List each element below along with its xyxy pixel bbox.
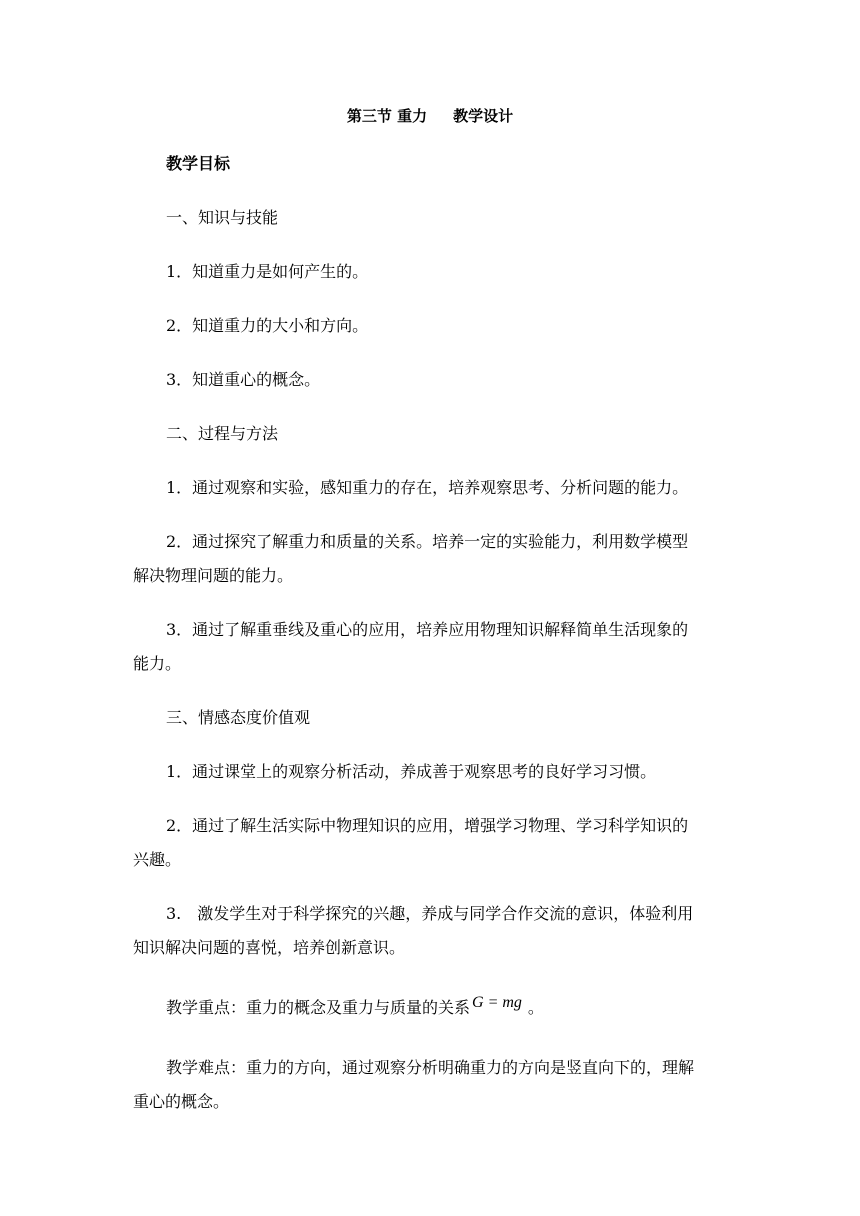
key-point	[166, 994, 544, 1019]
title-design-label: 教学设计	[453, 107, 514, 125]
title-section-name: 第三节 重力	[346, 107, 428, 125]
section3-item-3-line1: 3. 激发学生对于科学探究的兴趣，养成与同学合作交流的意识，体验利用	[166, 904, 694, 923]
section1-item-1: 1．知道重力是如何产生的。	[166, 262, 369, 281]
document-title	[0, 106, 860, 126]
section2-item-2-line2: 解决物理问题的能力。	[133, 566, 294, 585]
section3-item-1: 1．通过课堂上的观察分析活动，养成善于观察思考的良好学习习惯。	[166, 762, 657, 781]
section2-item-2-line1: 2．通过探究了解重力和质量的关系。培养一定的实验能力，利用数学模型	[166, 532, 689, 551]
section2-item-1: 1．通过观察和实验，感知重力的存在，培养观察思考、分析问题的能力。	[166, 478, 689, 497]
key-point-text: 教学重点：重力的概念及重力与质量的关系	[166, 998, 471, 1017]
section1-heading: 一、知识与技能	[166, 208, 279, 227]
section2-item-3-line2: 能力。	[133, 654, 182, 673]
key-point-end: 。	[527, 998, 544, 1017]
difficulty-line2: 重心的概念。	[133, 1092, 230, 1111]
section3-item-3-line2: 知识解决问题的喜悦，培养创新意识。	[133, 938, 406, 957]
difficulty-line1: 教学难点：重力的方向，通过观察分析明确重力的方向是竖直向下的，理解	[166, 1058, 695, 1077]
section3-heading: 三、情感态度价值观	[166, 708, 311, 727]
objectives-heading: 教学目标	[166, 154, 231, 173]
section2-item-3-line1: 3．通过了解重垂线及重心的应用，培养应用物理知识解释简单生活现象的	[166, 620, 689, 639]
gravity-formula: G = mg	[472, 994, 522, 1011]
section3-item-2-line1: 2．通过了解生活实际中物理知识的应用，增强学习物理、学习科学知识的	[166, 816, 689, 835]
section3-item-2-line2: 兴趣。	[133, 850, 182, 869]
section1-item-3: 3．知道重心的概念。	[166, 370, 321, 389]
section1-item-2: 2．知道重力的大小和方向。	[166, 316, 369, 335]
section2-heading: 二、过程与方法	[166, 424, 279, 443]
